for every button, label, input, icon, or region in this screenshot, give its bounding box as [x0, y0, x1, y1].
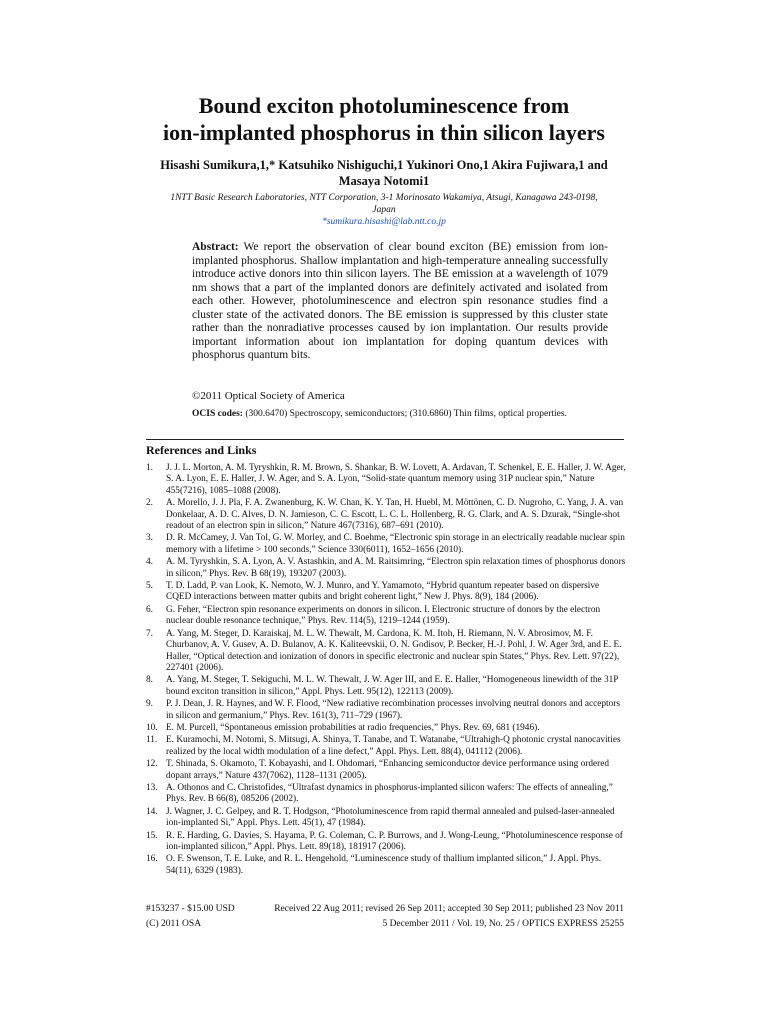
reference-text: J. J. L. Morton, A. M. Tyryshkin, R. M. Brown, S. Shankar, B. W. Lovett, A. Ardavan, T. Schenkel, E. E. Haller, J. W. Ager, S. A. Lyon, E. E. Haller, J. W. Ager, and S. A. Lyon, “Solid-state quantum memory using 31P nuclear spin,” Nature 455(7216), 1085–1088 (2008). [166, 463, 626, 496]
reference-number: 13. [146, 782, 158, 793]
ocis-codes [192, 409, 608, 421]
author-email-link[interactable]: *sumikura.hisashi@lab.ntt.co.jp [322, 217, 446, 227]
reference-number: 16. [146, 854, 158, 865]
footer-copyright: (C) 2011 OSA [146, 919, 202, 929]
abstract [192, 241, 608, 363]
reference-item [146, 605, 626, 628]
authors-line-1: Hisashi Sumikura,1,* Katsuhiko Nishiguchi,1 Yukinori Ono,1 Akira Fujiwara,1 and [160, 158, 608, 172]
reference-number: 12. [146, 759, 158, 770]
reference-number: 4. [146, 557, 153, 568]
paper-title [100, 92, 668, 146]
reference-number: 7. [146, 628, 153, 639]
reference-item [146, 783, 626, 806]
reference-text: P. J. Dean, J. R. Haynes, and W. F. Flood, “New radiative recombination processes involving neutral donors and acceptors in silicon and germanium,” Phys. Rev. 161(3), 711–729 (1967). [166, 699, 620, 721]
reference-text: A. Othonos and C. Christofides, “Ultrafast dynamics in phosphorus-implanted silicon wafers: The effects of annealing,” Phys. Rev. B 66(8), 085206 (2002). [166, 782, 613, 805]
reference-item [146, 735, 626, 758]
ocis-label: OCIS codes: [192, 409, 243, 419]
reference-item [146, 807, 626, 830]
reference-item [146, 498, 626, 532]
reference-item [146, 831, 626, 854]
reference-text: J. Wagner, J. C. Gelpey, and R. T. Hodgson, “Photoluminescence from rapid thermal annealed and pulsed-laser-annealed ion-implanted Si,” Appl. Phys. Lett. 45(1), 47 (1984). [166, 806, 615, 829]
reference-number: 9. [146, 699, 153, 710]
footer-dates: Received 22 Aug 2011; revised 26 Sep 2011; accepted 30 Sep 2011; published 23 Nov 2011 [274, 904, 624, 914]
reference-number: 11. [146, 735, 158, 746]
reference-text: A. Yang, M. Steger, T. Sekiguchi, M. L. W. Thewalt, J. W. Ager III, and E. E. Haller, “Homogeneous linewidth of the 31P bound exciton transition in silicon,” Appl. Phys. Lett. 95(12), 122113 (2009). [166, 675, 619, 697]
reference-item [146, 557, 626, 580]
reference-item [146, 533, 626, 556]
reference-text: T. Shinada, S. Okamoto, T. Kobayashi, and I. Ohdomari, “Enhancing semiconductor device performance using ordered dopant arrays,” Nature 437(7062), 1128–1131 (2005). [166, 759, 610, 781]
reference-item [146, 629, 626, 675]
section-divider [146, 439, 624, 440]
title-line-2: ion-implanted phosphorus in thin silicon layers [163, 120, 605, 145]
reference-item [146, 723, 626, 734]
abstract-label: Abstract: [192, 241, 239, 253]
author-list [120, 157, 648, 189]
reference-item [146, 759, 626, 782]
abstract-text: We report the observation of clear bound exciton (BE) emission from ion-implanted phosphorus. Shallow implantation and high-temperature annealing successfully introduce active donors into thin silicon layers. The BE emission at a wavelength of 1079 nm shows that a part of the implanted donors are definitely activated and isolated from each other. However, photoluminescence and electron spin resonance studies find a cluster state of the activated donors. The BE emission is suppressed by this cluster state rather than the nonradiative processes caused by ion implantation. Our results provide important information about ion implantation for doping quantum devices with phosphorus quantum bits. [192, 241, 608, 361]
reference-item [146, 854, 626, 877]
references-heading: References and Links [146, 443, 257, 457]
reference-text: E. M. Purcell, “Spontaneous emission probabilities at radio frequencies,” Phys. Rev. 69, 681 (1946). [166, 722, 540, 733]
reference-text: D. R. McCamey, J. Van Tol, G. W. Morley, and C. Boehme, “Electronic spin storage in an electrically readable nuclear spin memory with a lifetime > 100 seconds,” Science 330(6011), 1652–1656 (2010). [166, 533, 625, 555]
affiliation-line-1: 1NTT Basic Research Laboratories, NTT Corporation, 3-1 Morinosato Wakamiya, Atsugi, Kanagawa 243-0198, [170, 193, 598, 203]
affiliation-line-2: Japan [372, 205, 396, 215]
authors-line-2: Masaya Notomi1 [338, 174, 430, 188]
title-line-1: Bound exciton photoluminescence from [198, 93, 570, 118]
ocis-text: (300.6470) Spectroscopy, semiconductors; (310.6860) Thin films, optical properties. [245, 409, 567, 419]
reference-item [146, 699, 626, 722]
reference-number: 8. [146, 675, 153, 686]
reference-number: 5. [146, 581, 153, 592]
reference-number: 1. [146, 463, 153, 473]
reference-text: O. F. Swenson, T. E. Luke, and R. L. Hengehold, “Luminescence study of thallium implanted silicon,” J. Appl. Phys. 54(11), 6329 (1983). [166, 854, 602, 876]
reference-item [146, 463, 626, 497]
copyright-notice: ©2011 Optical Society of America [192, 390, 345, 402]
reference-number: 2. [146, 498, 153, 509]
reference-text: E. Kuramochi, M. Notomi, S. Mitsugi, A. Shinya, T. Tanabe, and T. Watanabe, “Ultrahigh-Q photonic crystal nanocavities realized by the local width modulation of a line defect,” Appl. Phys. Lett. 88(4), 041112 (2006). [166, 735, 621, 757]
reference-number: 15. [146, 830, 158, 841]
reference-item [146, 675, 626, 698]
reference-text: T. D. Ladd, P. van Look, K. Nemoto, W. J. Munro, and Y. Yamamoto, “Hybrid quantum repeater based on dispersive CQED interactions between matter qubits and bright coherent light,” New J. Phys. 8(9), 184 (2006). [166, 581, 600, 603]
footer-citation: 5 December 2011 / Vol. 19, No. 25 / OPTICS EXPRESS 25255 [382, 919, 624, 929]
reference-list [146, 463, 626, 878]
reference-item [146, 581, 626, 604]
reference-text: A. M. Tyryshkin, S. A. Lyon, A. V. Astashkin, and A. M. Raitsimring, “Electron spin relaxation times of phosphorus donors in silicon,” Phys. Rev. B 68(19), 193207 (2003). [166, 557, 626, 579]
reference-text: A. Yang, M. Steger, D. Karaiskaj, M. L. W. Thewalt, M. Cardona, K. M. Itoh, H. Riemann, N. V. Abrosimov, M. F. Churbanov, A. V. Gusev, A. D. Bulanov, A. K. Kaliteevskii, O. N. Godisov, P. Becker, H.-J. Pohl, J. W. Ager 3rd, and E. E. Haller, “Optical detection and ionization of donors in specific electronic and nuclear spin States,” Phys. Rev. Lett. 97(22), 227401 (2006). [166, 628, 622, 673]
reference-number: 10. [146, 722, 158, 733]
reference-number: 14. [146, 806, 158, 817]
reference-text: R. E. Harding, G. Davies, S. Hayama, P. G. Coleman, C. P. Burrows, and J. Wong-Leung, “Photoluminescence response of ion-implanted silicon,” Appl. Phys. Lett. 89(18), 181917 (2006). [166, 830, 623, 852]
reference-number: 6. [146, 604, 153, 615]
footer-article-id: #153237 - $15.00 USD [146, 904, 235, 914]
reference-number: 3. [146, 533, 153, 544]
reference-text: G. Feher, “Electron spin resonance experiments on donors in silicon. I. Electronic structure of donors by the electron nuclear double resonance technique,” Phys. Rev. 114(5), 1219–1244 (1959). [166, 604, 601, 627]
affiliation [120, 192, 648, 228]
reference-text: A. Morello, J. J. Pla, F. A. Zwanenburg, K. W. Chan, K. Y. Tan, H. Huebl, M. Möttönen, C. D. Nugroho, C. Yang, J. A. van Donkelaar, A. D. C. Alves, D. N. Jamieson, C. C. Escott, L. C. L. Hollenberg, R. G. Clark, and A. S. Dzurak, “Single-shot readout of an electron spin in silicon,” Nature 467(7316), 687–691 (2010). [166, 498, 624, 532]
